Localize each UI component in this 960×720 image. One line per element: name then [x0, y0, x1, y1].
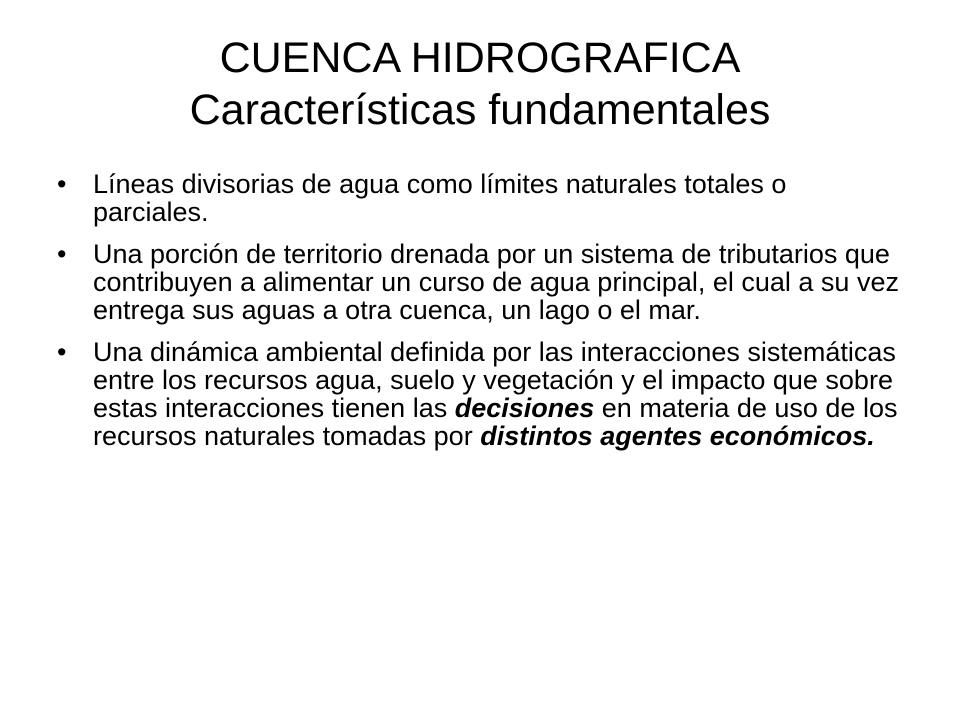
- bullet-item-1: [57, 170, 907, 226]
- bullet-text-2: [93, 239, 899, 325]
- bullet-text-1: [93, 169, 786, 227]
- bullet-text-part: Líneas divisorias de agua como límites naturales totales o parciales.: [93, 169, 787, 227]
- bullet-marker: •: [57, 239, 67, 269]
- bullet-text-3: [93, 337, 897, 451]
- emphasis-agentes: distintos agentes económicos.: [480, 421, 875, 451]
- bullet-text-part: Una dinámica ambiental definida por las interacciones sistemáticas entre los recursos agua, suelo y vegetación y el impacto que sobre estas interacciones tienen las: [93, 337, 896, 423]
- bullet-marker: •: [57, 169, 67, 199]
- bullet-item-2: [57, 240, 907, 324]
- bullet-list: [57, 170, 907, 464]
- title-line-2: Características fundamentales: [189, 86, 771, 134]
- bullet-item-3: [57, 338, 907, 450]
- slide-title: [60, 32, 900, 136]
- bullet-text-part: en materia de uso de los recursos naturales tomadas por: [93, 393, 898, 451]
- bullet-text-part: Una porción de territorio drenada por un sistema de tributarios que contribuyen a alimentar un curso de agua principal, el cual a su vez entrega sus aguas a otra cuenca, un lago o el mar.: [93, 239, 899, 325]
- emphasis-decisiones: decisiones: [454, 393, 595, 423]
- bullet-marker: •: [57, 337, 67, 367]
- title-line-1: CUENCA HIDROGRAFICA: [219, 34, 741, 82]
